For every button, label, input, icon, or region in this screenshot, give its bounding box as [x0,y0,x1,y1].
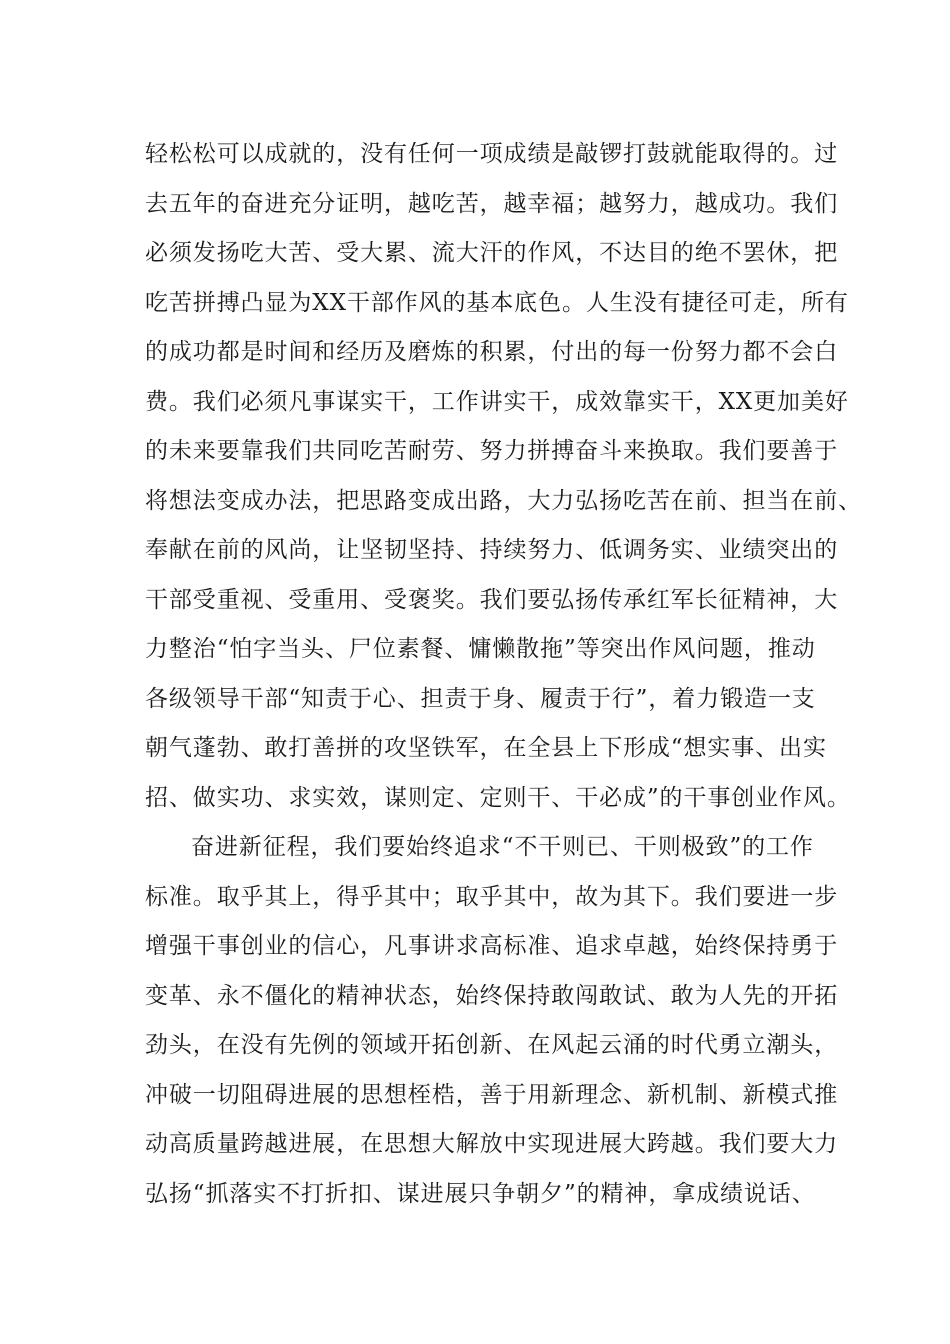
text-line: 的成功都是时间和经历及磨炼的积累，付出的每一份努力都不会白 [145,339,839,365]
text-line: 去五年的奋进充分证明，越吃苦，越幸福；越努力，越成功。我们 [145,190,839,217]
text-line: 动高质量跨越进展，在思想大解放中实现进展大跨越。我们要大力 [145,1131,839,1157]
text-line: 轻松松可以成就的，没有任何一项成绩是敲锣打鼓就能取得的。过 [145,141,839,167]
text-line: 奉献在前的风尚，让坚韧坚持、持续努力、低调务实、业绩突出的 [145,537,839,563]
text-line: 必须发扬吃大苦、受大累、流大汗的作风，不达目的绝不罢休，把 [145,240,839,266]
text-line: 吃苦拼搏凸显为XX干部作风的基本底色。人生没有捷径可走，所有 [145,289,849,316]
text-line: 将想法变成办法，把思路变成出路，大力弘扬吃苦在前、担当在前、 [145,487,862,514]
text-line: 标准。取乎其上，得乎其中；取乎其中，故为其下。我们要进一步 [145,883,839,910]
text-line: 力整治“怕字当头、尸位素餐、慵懒散拖”等突出作风问题，推动 [145,636,816,662]
text-line: 干部受重视、受重用、受褒奖。我们要弘扬传承红军长征精神，大 [145,586,839,613]
text-line: 弘扬“抓落实不打折扣、谋进展只争朝夕”的精神，拿成绩说话、 [145,1180,816,1207]
text-line: 各级领导干部“知责于心、担责于身、履责于行”，着力锻造一支 [145,685,816,712]
text-line: 朝气蓬勃、敢打善拼的攻坚铁军，在全县上下形成“想实事、出实 [145,735,827,761]
text-line: 变革、永不僵化的精神状态，始终保持敢闯敢试、敢为人先的开拓 [145,982,839,1009]
text-line: 劲头，在没有先例的领域开拓创新、在风起云涌的时代勇立潮头， [145,1032,839,1058]
text-line: 费。我们必须凡事谋实干，工作讲实干，成效靠实干，XX更加美好 [145,388,849,415]
paragraph-start-line: 奋进新征程，我们要始终追求“不干则已、干则极致”的工作 [191,834,814,860]
body-text [145,130,862,1219]
text-line: 招、做实功、求实效，谋则定、定则干、干必成”的干事创业作风。 [145,784,851,811]
text-line: 的未来要靠我们共同吃苦耐劳、努力拼搏奋斗来换取。我们要善于 [145,438,839,464]
text-line: 增强干事创业的信心，凡事讲求高标准、追求卓越，始终保持勇于 [145,933,839,959]
text-line: 冲破一切阻碍进展的思想桎梏，善于用新理念、新机制、新模式推 [145,1081,839,1108]
